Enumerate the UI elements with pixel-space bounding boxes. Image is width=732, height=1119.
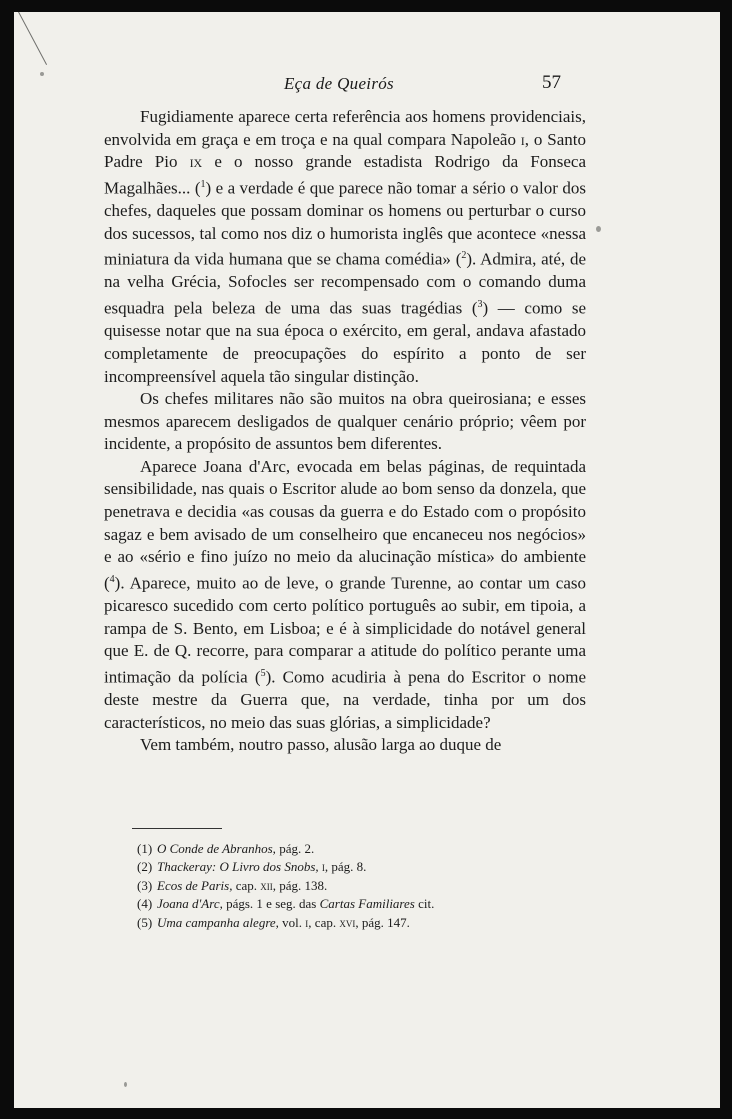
paragraph bbox=[104, 456, 586, 734]
roman-numeral: xii bbox=[260, 877, 273, 893]
footnote-number: (2) bbox=[137, 859, 153, 875]
text-run: ). Aparece, muito ao de leve, o grande Turenne, ao contar um caso picaresco sucedido com certo político português ao subir, em tipoia, a rampa de S. Bento, em Lisboa; e é à simplicidade do notável general que E. de Q. recorre, para comparar a atitude do político perante uma intimação da polícia ( bbox=[104, 573, 586, 687]
text-run: pág. 2. bbox=[275, 841, 315, 856]
text-run: ). Admira, até, de na velha Grécia, Sofocles ser recompensado com o comando duma esquadra pela beleza de uma das suas tragédias ( bbox=[104, 249, 586, 318]
scan-speck bbox=[124, 1082, 127, 1087]
roman-numeral: i bbox=[520, 129, 525, 149]
text-run: , cap. bbox=[308, 914, 340, 930]
text-run: , pág. 138. bbox=[272, 877, 328, 893]
text-run: e o nosso grande estadista Rodrigo da Fonseca Magalhães... ( bbox=[104, 152, 586, 198]
running-title: Eça de Queirós bbox=[284, 74, 394, 93]
footnote-number: (5) bbox=[137, 914, 153, 930]
roman-numeral: xvi bbox=[339, 914, 356, 930]
text-run: , pág. 8. bbox=[324, 859, 367, 875]
page-header bbox=[14, 68, 720, 98]
italic-title: Cartas Familiares bbox=[319, 896, 415, 912]
footnote bbox=[137, 840, 557, 858]
text-run: ). Como acudiria à pena do Escritor o nome deste mestre da Guerra que, na verdade, tinha por um dos característicos, no meio das suas glórias, a simplicidade? bbox=[104, 667, 586, 732]
roman-numeral: i bbox=[321, 859, 325, 875]
italic-title: Uma campanha alegre, bbox=[157, 914, 279, 930]
footnote bbox=[137, 877, 557, 895]
footnote-number: (4) bbox=[137, 896, 153, 912]
paragraph bbox=[104, 106, 586, 388]
footnote-reference: 5 bbox=[260, 667, 266, 679]
text-run: vol. bbox=[278, 914, 306, 930]
text-run: cap. bbox=[232, 877, 261, 893]
page-number: 57 bbox=[542, 72, 561, 93]
italic-title: Thackeray: O Livro dos Snobs, bbox=[157, 859, 319, 875]
footnote bbox=[137, 895, 557, 913]
footnote-reference: 3 bbox=[477, 299, 483, 311]
roman-numeral: i bbox=[305, 914, 309, 930]
text-run: Os chefes militares não são muitos na obra queirosiana; e esses mesmos aparecem desligados de qualquer cenário próprio; vêem por incidente, a propósito de assuntos bem diferentes. bbox=[104, 389, 586, 454]
footnote-reference: 2 bbox=[461, 250, 467, 262]
text-run: ) — como se quisesse notar que na sua época o exército, em geral, andava afastado completamente de preocupações do espírito a ponto de ser incompreensível aquela tão singular distinção. bbox=[104, 298, 586, 386]
text-run: , o Santo Padre Pio bbox=[104, 129, 586, 172]
footnote bbox=[137, 858, 557, 876]
footnote-number: (3) bbox=[137, 877, 153, 893]
footnote-reference: 4 bbox=[109, 573, 115, 585]
scan-edge-mark bbox=[18, 12, 47, 65]
paragraph bbox=[104, 734, 586, 757]
text-run: ) e a verdade é que parece não tomar a sério o valor dos chefes, daqueles que possam dominar os homens ou perturbar o curso dos sucessos, tal como nos diz o humorista inglês que acontece «nessa miniatura da vida humana que se chama comédia» ( bbox=[104, 178, 586, 269]
footnote-divider bbox=[132, 828, 222, 829]
text-run: cit. bbox=[414, 896, 435, 912]
footnote-reference: 1 bbox=[200, 178, 206, 190]
book-page bbox=[14, 12, 720, 1108]
scan-speck bbox=[596, 226, 601, 232]
text-run: Aparece Joana d'Arc, evocada em belas páginas, de requintada sensibilidade, nas quais o Escritor alude ao bom senso da donzela, que penetrava e decidia «as cousas da guerra e do Estado com o propósito sagaz e bem avisado de um conselheiro que encaneceu nos negócios» e ao «sério e fino juízo no meio da alucinação mística» do ambiente ( bbox=[104, 456, 586, 593]
footnotes bbox=[137, 840, 557, 932]
text-run: , pág. 147. bbox=[355, 914, 410, 930]
text-run: págs. 1 e seg. das bbox=[222, 896, 320, 912]
body-text bbox=[104, 106, 586, 757]
roman-numeral: ix bbox=[189, 152, 203, 172]
footnote bbox=[137, 914, 557, 932]
italic-title: O Conde de Abranhos, bbox=[157, 841, 276, 856]
italic-title: Joana d'Arc, bbox=[157, 896, 223, 912]
footnote-number: (1) bbox=[137, 841, 153, 856]
text-run: Vem também, noutro passo, alusão larga ao duque de bbox=[140, 735, 502, 755]
paragraph bbox=[104, 388, 586, 456]
italic-title: Ecos de Paris, bbox=[157, 877, 233, 893]
text-run: Fugidiamente aparece certa referência aos homens providenciais, envolvida em graça e em troça e na qual compara Napoleão bbox=[104, 107, 586, 149]
